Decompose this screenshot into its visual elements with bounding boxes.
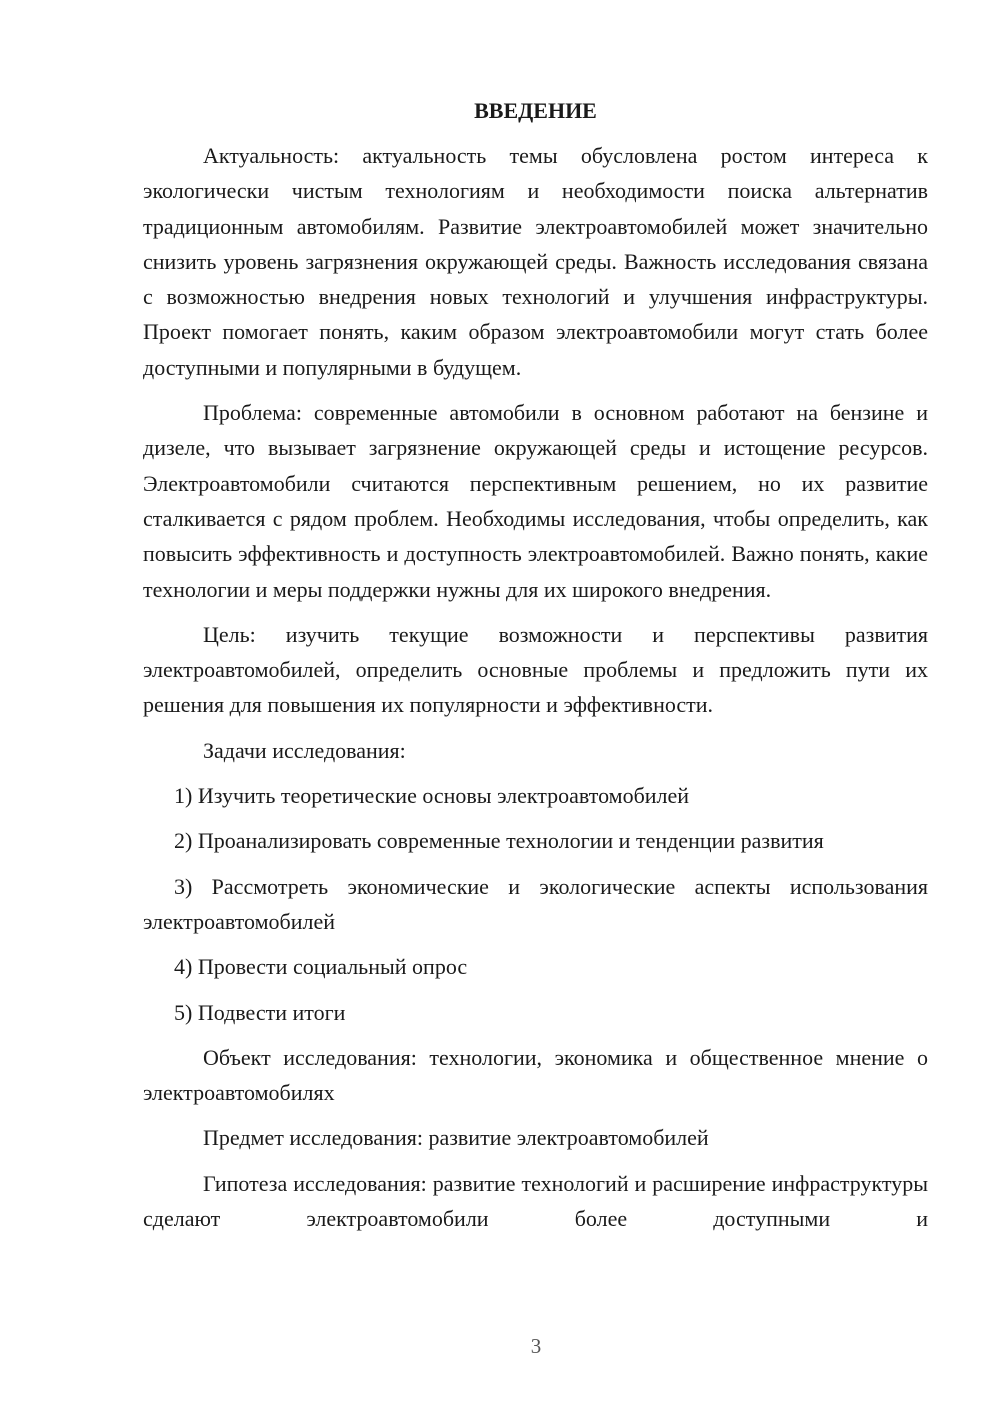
page-content: [143, 93, 928, 1246]
tasks-title: Задачи исследования:: [203, 737, 406, 763]
section-heading: ВВЕДЕНИЕ: [474, 98, 597, 123]
task-item-5: 5) Подвести итоги: [174, 999, 346, 1025]
paragraph-subject: Предмет исследования: развитие электроавтомобилей: [203, 1125, 709, 1151]
paragraph-object: Объект исследования: технологии, экономика и общественное мнение о электроавтомобилях: [143, 1044, 928, 1106]
paragraph-problem: Проблема: современные автомобили в основном работают на бензине и дизеле, что вызывает загрязнение окружающей среды и истощение ресурсов. Электроавтомобили считаются перспективным решением, но их развитие сталкивается с рядом проблем. Необходимы исследования, чтобы определить, как повысить эффективность и доступность электроавтомобилей. Важно понять, какие технологии и меры поддержки нужны для их широкого внедрения.: [143, 400, 928, 602]
task-item-1: 1) Изучить теоретические основы электроавтомобилей: [174, 783, 690, 809]
page-number: 3: [530, 1334, 542, 1358]
paragraph-goal: Цель: изучить текущие возможности и перспективы развития электроавтомобилей, определить основные проблемы и предложить пути их решения для повышения их популярности и эффективности.: [143, 621, 928, 718]
task-item-3: 3) Рассмотреть экономические и экологические аспекты использования электроавтомобилей: [143, 873, 928, 934]
task-item-2: 2) Проанализировать современные технологии и тенденции развития: [174, 828, 824, 854]
paragraph-hypothesis: Гипотеза исследования: развитие технологий и расширение инфраструктуры сделают электроавтомобили более доступными и: [143, 1170, 928, 1232]
task-item-4: 4) Провести социальный опрос: [174, 954, 468, 980]
paragraph-relevance: Актуальность: актуальность темы обусловлена ростом интереса к экологически чистым технологиям и необходимости поиска альтернатив традиционным автомобилям. Развитие электроавтомобилей может значительно снизить уровень загрязнения окружающей среды. Важность исследования связана с возможностью внедрения новых технологий и улучшения инфраструктуры. Проект помогает понять, каким образом электроавтомобили могут стать более доступными и популярными в будущем.: [143, 143, 928, 380]
